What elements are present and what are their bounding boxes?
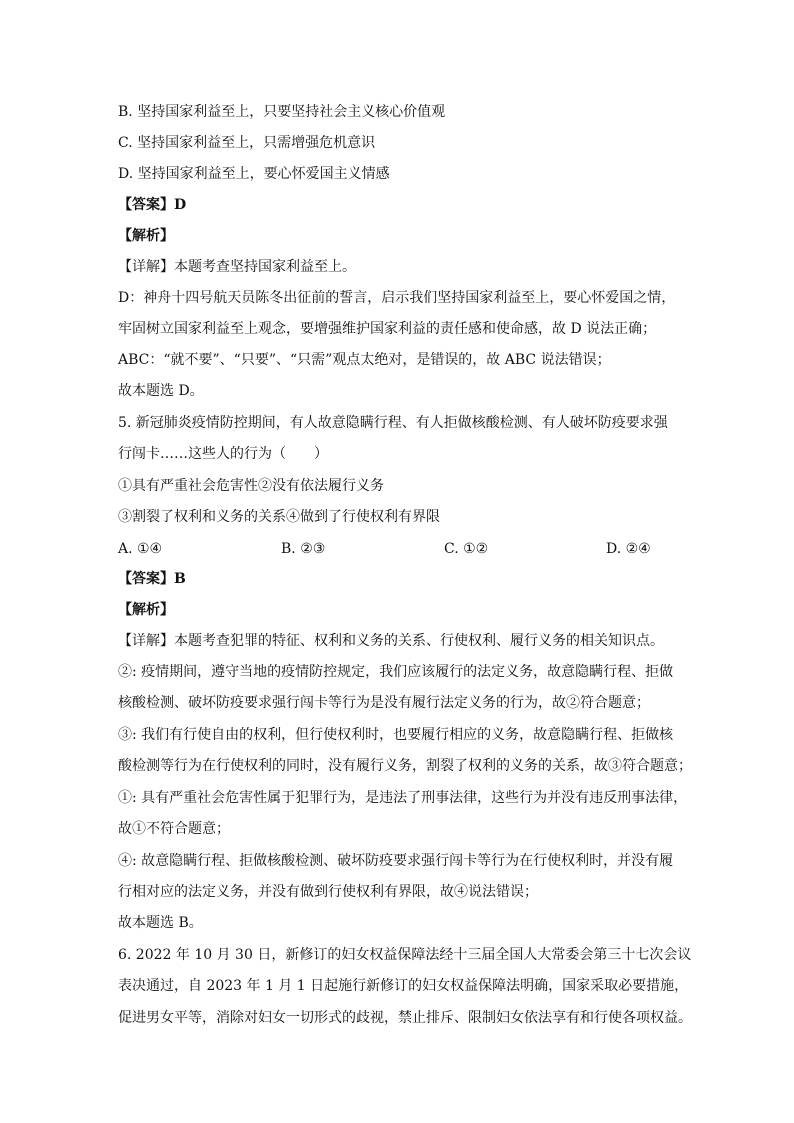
q4-answer: 【答案】D (118, 197, 187, 213)
q4-explain-3: ABC：“就不要”、“只要”、“只需”观点太绝对，是错误的，故 ABC 说法错误； (118, 352, 611, 368)
q5-explain-2: 核酸检测、破坏防疫要求强行闯卡等行为是没有履行法定义务的行为，故②符合题意； (118, 695, 650, 711)
q5-explain-6: 故①不符合题意； (118, 821, 230, 837)
q5-explain-3: ③: 我们有行使自由的权利，但行使权利时，也要履行相应的义务，故意隐瞒行程、拒做核 (118, 727, 674, 743)
q6-stem-3: 促进男女平等，消除对妇女一切形式的歧视，禁止排斥、限制妇女依法享有和行使各项权益。 (118, 1010, 692, 1026)
q5-analysis-heading: 【解析】 (118, 602, 174, 618)
q5-explain-4: 酸检测等行为在行使权利的同时，没有履行义务，割裂了权利的义务的关系，故③符合题意； (118, 758, 692, 774)
q5-answer: 【答案】B (118, 571, 186, 587)
q5-item-2: ③割裂了权利和义务的关系④做到了行使权利有界限 (118, 509, 440, 525)
q5-option-c: C. ①② (444, 541, 489, 557)
q4-option-b: B. 坚持国家利益至上，只要坚持社会主义核心价值观 (118, 104, 446, 120)
q4-conclusion: 故本题选 D。 (118, 383, 204, 399)
q5-conclusion: 故本题选 B。 (118, 915, 203, 931)
q5-option-a: A. ①④ (118, 541, 163, 557)
q4-option-d: D. 坚持国家利益至上，要心怀爱国主义情感 (118, 166, 390, 182)
q5-stem-2: 行闯卡……这些人的行为（ ） (118, 446, 328, 462)
q5-detail: 【详解】本题考查犯罪的特征、权利和义务的关系、行使权利、履行义务的相关知识点。 (118, 633, 664, 649)
q4-detail: 【详解】本题考查坚持国家利益至上。 (118, 259, 356, 275)
q5-explain-1: ②: 疫情期间，遵守当地的疫情防控规定，我们应该履行的法定义务，故意隐瞒行程、拒做 (118, 664, 674, 680)
q5-stem-1: 5. 新冠肺炎疫情防控期间，有人故意隐瞒行程、有人拒做核酸检测、有人破坏防疫要求强 (118, 415, 668, 431)
q6-stem-1: 6. 2022 年 10 月 30 日，新修订的妇女权益保障法经十三届全国人大常委会第三十七次会议 (118, 947, 692, 963)
q5-option-d: D. ②④ (606, 541, 651, 557)
q4-explain-2: 牢固树立国家利益至上观念，要增强维护国家利益的责任感和使命感，故 D 说法正确； (118, 321, 657, 337)
q5-explain-7: ④: 故意隐瞒行程、拒做核酸检测、破坏防疫要求强行闯卡等行为在行使权利时，并没有履 (118, 853, 674, 869)
q5-explain-8: 行相对应的法定义务，并没有做到行使权利有界限，故④说法错误； (118, 884, 538, 900)
q4-option-c: C. 坚持国家利益至上，只需增强危机意识 (118, 135, 376, 151)
q5-option-b: B. ②③ (281, 541, 326, 557)
q6-stem-2: 表决通过，自 2023 年 1 月 1 日起施行新修订的妇女权益保障法明确，国家采取必要措施， (118, 978, 689, 994)
q5-item-1: ①具有严重社会危害性②没有依法履行义务 (118, 478, 384, 494)
q5-explain-5: ①: 具有严重社会危害性属于犯罪行为，是违法了刑事法律，这些行为并没有违反刑事法律， (118, 790, 688, 806)
q4-explain-1: D：神舟十四号航天员陈冬出征前的誓言，启示我们坚持国家利益至上，要心怀爱国之情， (118, 290, 676, 306)
q4-analysis-heading: 【解析】 (118, 228, 174, 244)
